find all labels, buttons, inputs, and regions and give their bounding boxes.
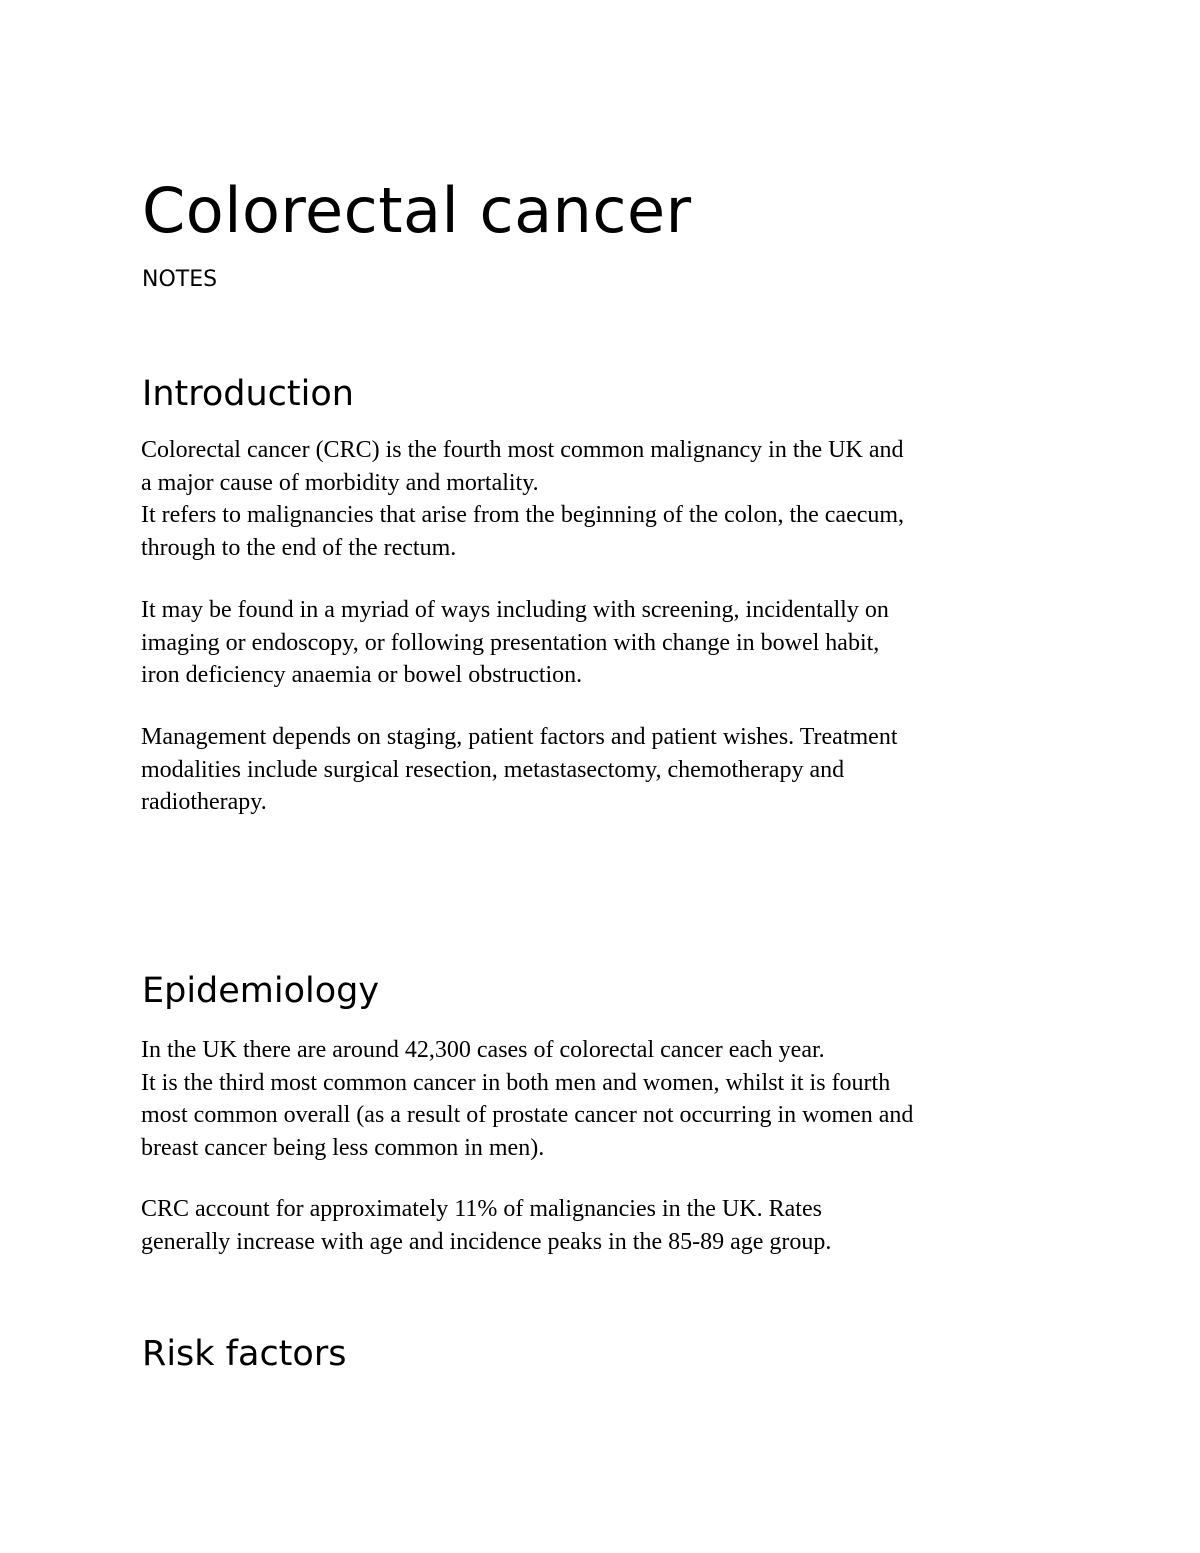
introduction-paragraph-3 <box>141 721 1101 819</box>
text-line: through to the end of the rectum. <box>141 534 457 561</box>
section-heading-risk-factors: Risk factors <box>142 1334 347 1374</box>
section-heading-introduction: Introduction <box>142 374 354 414</box>
text-line: a major cause of morbidity and mortality. <box>141 469 539 496</box>
document-title: Colorectal cancer <box>142 174 692 247</box>
text-line: In the UK there are around 42,300 cases of colorectal cancer each year. <box>141 1037 825 1063</box>
text-line: Management depends on staging, patient factors and patient wishes. Treatment <box>141 724 898 750</box>
text-line: CRC account for approximately 11% of malignancies in the UK. Rates <box>141 1196 822 1222</box>
text-line: It may be found in a myriad of ways including with screening, incidentally on <box>141 597 889 623</box>
text-line: Colorectal cancer (CRC) is the fourth most common malignancy in the UK and <box>141 437 904 463</box>
epidemiology-paragraph-2 <box>141 1193 1101 1258</box>
introduction-paragraph-2 <box>141 594 1101 692</box>
text-line: modalities include surgical resection, metastasectomy, chemotherapy and <box>141 756 845 783</box>
section-heading-epidemiology: Epidemiology <box>142 971 380 1011</box>
text-line: imaging or endoscopy, or following presentation with change in bowel habit, <box>141 629 880 656</box>
text-line: generally increase with age and incidence peaks in the 85-89 age group. <box>141 1228 832 1255</box>
text-line: It is the third most common cancer in both men and women, whilst it is fourth <box>141 1069 891 1096</box>
text-line: radiotherapy. <box>141 789 267 815</box>
epidemiology-paragraph-1 <box>141 1034 1101 1164</box>
text-line: iron deficiency anaemia or bowel obstruction. <box>141 662 583 688</box>
text-line: breast cancer being less common in men). <box>141 1134 545 1161</box>
document-subtitle: NOTES <box>142 267 218 292</box>
text-line: most common overall (as a result of prostate cancer not occurring in women and <box>141 1102 914 1128</box>
introduction-paragraph-1 <box>141 434 1101 564</box>
text-line: It refers to malignancies that arise from the beginning of the colon, the caecum, <box>141 502 905 528</box>
